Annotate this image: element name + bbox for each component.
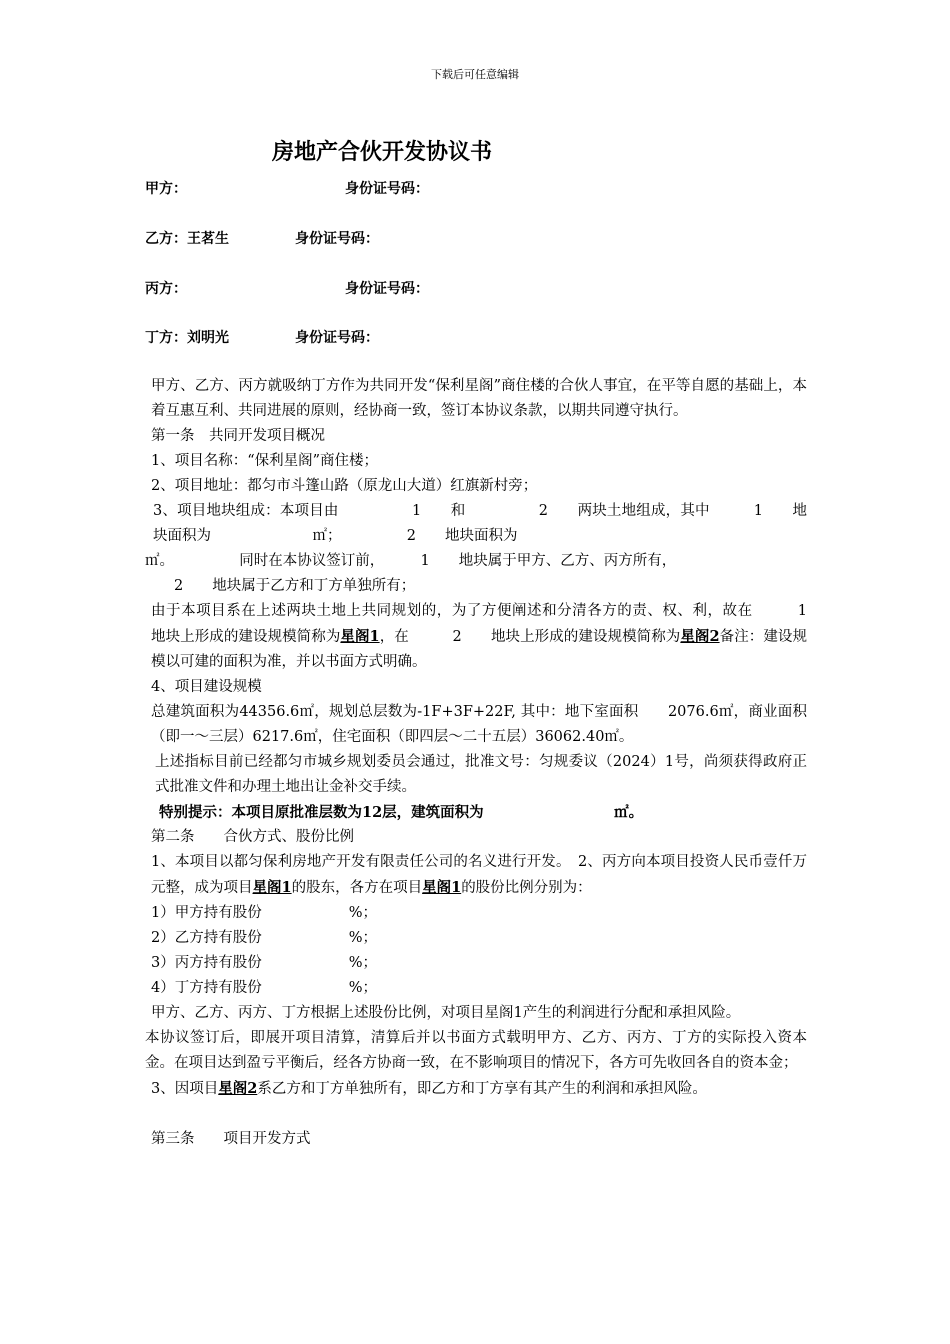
article-2-heading: 第二条 合伙方式、股份比例: [151, 829, 354, 845]
article-1-item-2: 2、项目地址：都匀市斗篷山路（原龙山大道）红旗新村旁；: [151, 478, 538, 494]
item-1-text-c: 的股份比例分别为：: [461, 880, 592, 896]
agreement-body: [145, 374, 836, 1152]
party-label: 丁方：: [145, 330, 187, 346]
xingge-2-label: 星阁2: [218, 1080, 258, 1097]
document-title: 房地产合伙开发协议书: [272, 139, 493, 165]
item-1-text-b: 的股东，各方在项目: [291, 880, 423, 896]
page-header: 下载后可任意编辑: [431, 68, 519, 81]
id-label: 身份证号码：: [295, 231, 379, 247]
article-1-item-1: 1、项目名称：“保利星阁”商住楼；: [151, 453, 379, 469]
article-3-heading: 第三条 项目开发方式: [151, 1131, 311, 1147]
id-label: 身份证号码：: [345, 181, 429, 197]
party-a: [145, 178, 429, 198]
article-1-item-3: [145, 499, 807, 549]
party-c: [145, 278, 429, 298]
share-item-a: 1）甲方持有股份 %；: [151, 905, 378, 921]
intro-paragraph: 甲方、乙方、丙方就吸纳丁方作为共同开发“保利星阁”商住楼的合伙人事宜，在平等自愿的基础上，本着互惠互利、共同进展的原则，经协商一致，签订本协议条款，以期共同遵守执行。: [151, 378, 807, 419]
article-1-item-3-cont: ㎡。 同时在本协议签订前， 1 地块属于甲方、乙方、丙方所有，: [145, 553, 677, 569]
item-3-text-a: 3、因项目: [151, 1081, 219, 1097]
article-1-naming-paragraph: [145, 599, 836, 675]
article-1-heading: 第一条 共同开发项目概况: [151, 428, 325, 444]
xingge-1-label: 星阁1: [422, 879, 462, 896]
article-2-item-3: [145, 1076, 807, 1102]
article-1-item-4: 4、项目建设规模: [151, 679, 262, 695]
party-label: 乙方：: [145, 231, 187, 247]
party-b: [145, 228, 379, 248]
party-name: 王茗生: [187, 231, 229, 247]
special-notice: 特别提示：本项目原批准层数为12层，建筑面积为 ㎡。: [159, 804, 644, 821]
party-label: 丙方：: [145, 281, 187, 297]
id-label: 身份证号码：: [345, 281, 429, 297]
party-label: 甲方：: [145, 181, 187, 197]
approval-paragraph: 上述指标目前已经都匀市城乡规划委员会通过，批准文号：匀规委议（2024）1号，尚须获得政府正式批准文件和办理土地出让金补交手续。: [155, 754, 807, 795]
share-item-d: 4）丁方持有股份 %；: [151, 980, 378, 996]
share-item-c: 3）丙方持有股份 %；: [151, 955, 378, 971]
item-1-text-a: 1、本项目以都匀保利房地产开发有限责任公司的名义进行开发。 2、丙方向本项目投资人民币壹仟万元整，成为项目: [151, 854, 807, 896]
article-1-item-3-cont2: 2 地块属于乙方和丁方单独所有；: [145, 578, 416, 594]
building-scale-paragraph: 总建筑面积为44356.6㎡，规划总层数为-1F+3F+22F, 其中：地下室面积 2076.6㎡，商业面积（即一～三层）6217.6㎡，住宅面积（即四层～二十五层）36062.40㎡。: [151, 704, 807, 745]
naming-text-a: 由于本项目系在上述两块土地上共同规划的，为了方便阐述和分清各方的责、权、利，故在 1 地块上形成的建设规模简称为: [151, 603, 836, 645]
party-d: [145, 327, 379, 347]
article-2-item-1: [145, 850, 807, 901]
xingge-2-label: 星阁2: [680, 628, 720, 645]
xingge-1-label: 星阁1: [340, 628, 380, 645]
party-name: 刘明光: [187, 330, 229, 346]
profit-paragraph: 甲方、乙方、丙方、丁方根据上述股份比例，对项目星阁1产生的利润进行分配和承担风险。: [151, 1005, 741, 1021]
naming-text-c: 备注：建设规模以可建的面积为准，并以书面方式明确。: [151, 629, 808, 670]
item-3-text-b: 系乙方和丁方单独所有，即乙方和丁方享有其产生的利润和承担风险。: [257, 1081, 707, 1097]
share-item-b: 2）乙方持有股份 %；: [151, 930, 378, 946]
id-label: 身份证号码：: [295, 330, 379, 346]
settlement-paragraph: 本协议签订后，即展开项目清算，清算后并以书面方式载明甲方、乙方、丙方、丁方的实际投入资本金。在项目达到盈亏平衡后，经各方协商一致，在不影响项目的情况下，各方可先收回各自的资本金；: [145, 1030, 807, 1071]
naming-text-b: ，在 2 地块上形成的建设规模简称为: [379, 629, 681, 645]
item-3-line-a: 3、项目地块组成：本项目由 1 和 2 两块土地组成，其中 1 地块面积为 ㎡； 2 地块面积为: [153, 503, 807, 544]
xingge-1-label: 星阁1: [252, 879, 292, 896]
